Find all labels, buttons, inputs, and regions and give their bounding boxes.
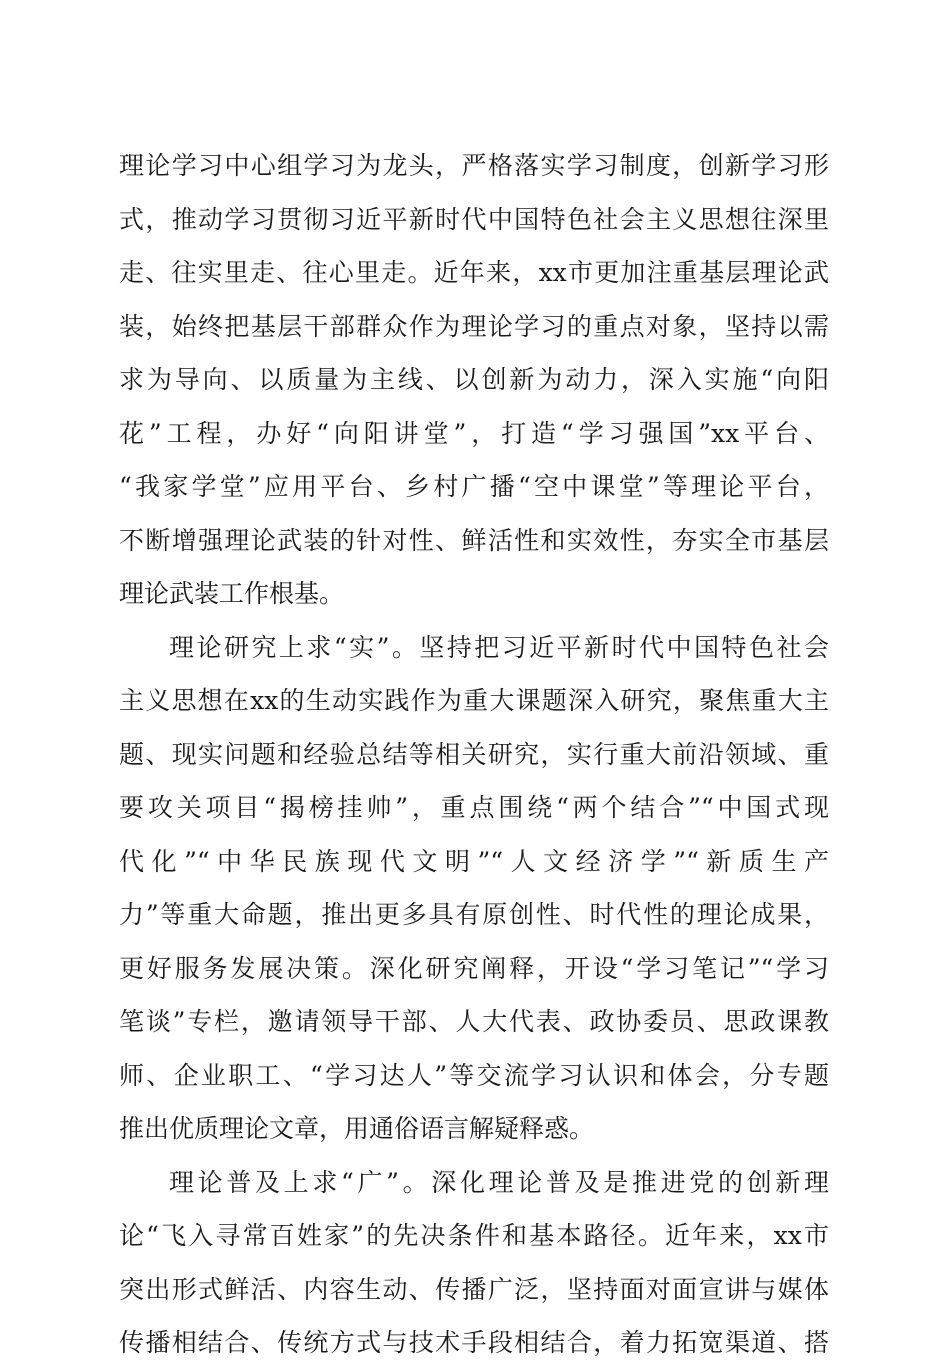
paragraph bbox=[119, 139, 829, 621]
text-line: 更好服务发展决策。深化研究阐释，开设“学习笔记”“学习 bbox=[119, 953, 829, 983]
text-line: 要攻关项目“揭榜挂帅”，重点围绕“两个结合”“中国式现 bbox=[119, 793, 829, 822]
text-line: 理论学习中心组学习为龙头，严格落实学习制度，创新学习形 bbox=[119, 151, 829, 180]
text-line: 理论普及上求“广”。深化理论普及是推进党的创新理 bbox=[169, 1167, 829, 1197]
text-line: 求为导向、以质量为主线、以创新为动力，深入实施“向阳 bbox=[119, 365, 829, 394]
text-line: 花”工程，办好“向阳讲堂”，打造“学习强国”xx平台、 bbox=[119, 418, 829, 448]
text-line: 理论武装工作根基。 bbox=[119, 579, 345, 608]
text-line: 走、往实里走、往心里走。近年来，xx市更加注重基层理论武 bbox=[119, 258, 829, 287]
paragraph bbox=[119, 1156, 829, 1370]
text-line: 理论研究上求“实”。坚持把习近平新时代中国特色社会 bbox=[169, 632, 829, 662]
document-body bbox=[119, 139, 829, 1370]
text-line: 笔谈”专栏，邀请领导干部、人大代表、政协委员、思政课教 bbox=[119, 1007, 829, 1036]
text-line: 式，推动学习贯彻习近平新时代中国特色社会主义思想往深里 bbox=[119, 204, 829, 234]
text-line: 论“飞入寻常百姓家”的先决条件和基本路径。近年来，xx市 bbox=[119, 1221, 829, 1250]
text-line: 突出形式鲜活、内容生动、传播广泛，坚持面对面宣讲与媒体 bbox=[119, 1274, 829, 1304]
text-line: 装，始终把基层干部群众作为理论学习的重点对象，坚持以需 bbox=[119, 311, 829, 341]
text-line: 推出优质理论文章，用通俗语言解疑释惑。 bbox=[119, 1114, 595, 1143]
text-line: “我家学堂”应用平台、乡村广播“空中课堂”等理论平台， bbox=[119, 472, 829, 501]
text-line: 不断增强理论武装的针对性、鲜活性和实效性，夯实全市基层 bbox=[119, 525, 829, 555]
text-line: 师、企业职工、“学习达人”等交流学习认识和体会，分专题 bbox=[119, 1060, 829, 1090]
paragraph bbox=[119, 621, 829, 1156]
text-line: 题、现实问题和经验总结等相关研究，实行重大前沿领域、重 bbox=[119, 739, 829, 769]
text-line: 力”等重大命题，推出更多具有原创性、时代性的理论成果， bbox=[119, 900, 829, 929]
text-line: 代化”“中华民族现代文明”“人文经济学”“新质生产 bbox=[119, 846, 829, 876]
text-line: 主义思想在xx的生动实践作为重大课题深入研究，聚焦重大主 bbox=[119, 686, 829, 715]
text-line: 传播相结合、传统方式与技术手段相结合，着力拓宽渠道、搭 bbox=[119, 1328, 829, 1357]
